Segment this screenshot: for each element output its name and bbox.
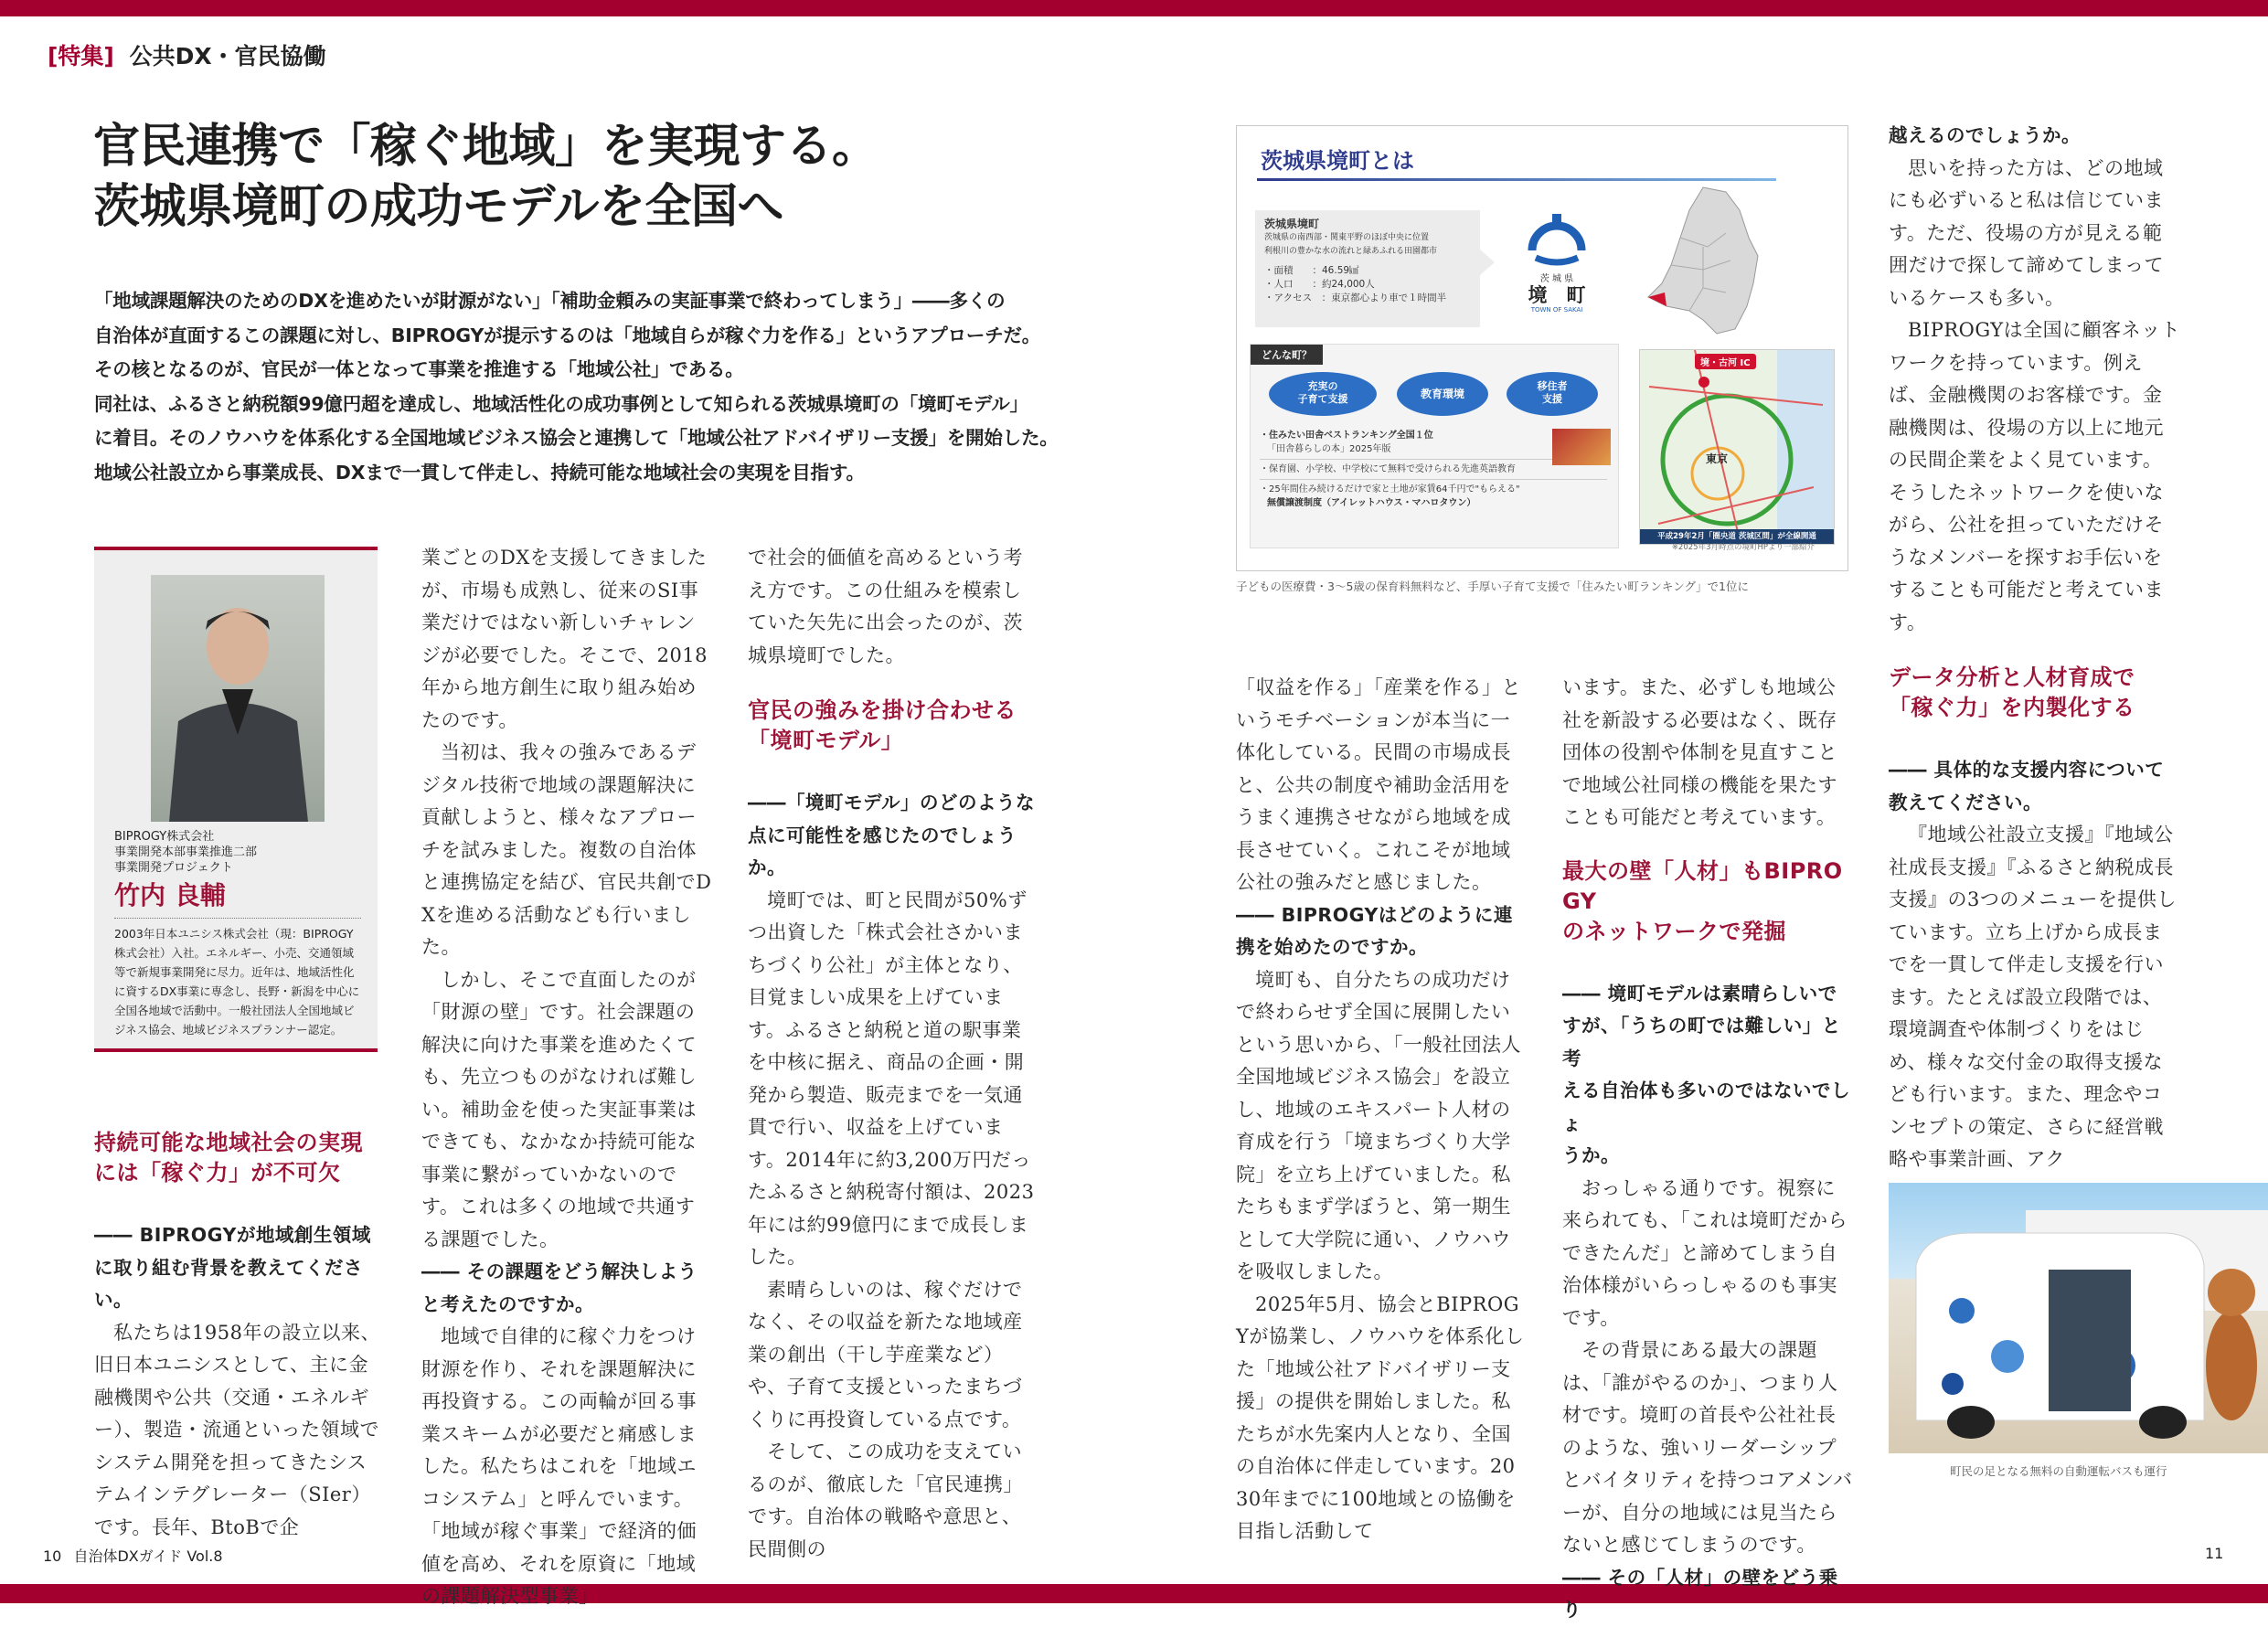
logo-english: TOWN OF SAKAI — [1530, 306, 1583, 314]
interview-question: ―― 具体的な支援内容について 教えてください。 — [1889, 759, 2165, 814]
interview-question: ―― その「人材」の壁をどう乗り — [1562, 1566, 1838, 1621]
profile-project: 事業開発プロジェクト — [114, 861, 233, 875]
body-paragraph: 地域で自律的に稼ぐ力をつけ財源を作り、それを課題解決に再投資する。この両輪が回る事業スキームが必要だと痛感しました。私たちはこれを「地域エコシステム」と呼んでいます。「地域が稼ぐ事業」で経済的価値を高め、それを原資に「地域の課題解決型事業」 — [421, 1325, 697, 1607]
body-paragraph: 2025年5月、協会とBIPROGYが協業し、ノウハウを体系化した「地域公社アドバイザリー支援」の提供を開始しました。私たちが水先案内人となり、全国の自治体に伴走しています。2030年までに100地域との協働を目指し活動して — [1236, 1292, 1525, 1542]
interview-question: ―― その課題をどう解決しよう と考えたのですか。 — [421, 1260, 697, 1315]
map-tokyo-label: 東京 — [1706, 452, 1729, 465]
town-desc: 利根川の豊かな水の流れと緑あふれる田園都市 — [1264, 247, 1438, 256]
body-paragraph: 業ごとのDXを支援してきましたが、市場も成熟し、従来のSI事業だけではない新しいチャレンジが必要でした。そこで、2018年から地方創生に取り組み始めたのです。 — [421, 547, 708, 731]
body-paragraph: 素晴らしいのは、稼ぐだけでなく、その収益を新たな地域産業の創出（干し芋産業など）や、子育て支援といったまちづくりに再投資している点です。 — [748, 1278, 1023, 1430]
sakai-emblem-icon — [1525, 214, 1589, 267]
infobox-title: 茨城県境町とは — [1261, 148, 1414, 174]
column-4 — [1236, 672, 1527, 1548]
town-area: ・面積 ：46.59㎢ — [1264, 265, 1359, 276]
facts-panel-pointer — [1480, 250, 1495, 275]
interview-question: ―― BIPROGYはどのように連 携を始めたのですか。 — [1236, 903, 1513, 958]
interview-question: 越えるのでしょうか。 — [1889, 124, 2081, 146]
body-paragraph: 思いを持った方は、どの地域にも必ずいると私は信じています。ただ、役場の方が見える範囲だけで探して諦めてしまっているケースも多い。 — [1889, 156, 2164, 309]
town-desc: 茨城県の南西部・関東平野のほぼ中央に位置 — [1264, 233, 1430, 242]
road-map-icon — [1640, 350, 1834, 544]
page-headline — [93, 117, 878, 238]
lead-line: その核となるのが、官民が一体となって事業を推進する「地域公社」である。 — [94, 358, 744, 380]
page-number-left: 10 — [43, 1547, 62, 1565]
column-2 — [421, 542, 712, 1613]
bubble-education: 教育環境 — [1397, 372, 1488, 416]
interview-question: ―― 境町モデルは素晴らしいで すが、「うちの町では難しい」と考 える自治体も多いのではないでしょ うか。 — [1562, 982, 1850, 1166]
infobox-title-rule — [1257, 178, 1776, 181]
headline-line1: 官民連携で「稼ぐ地域」を実現する。 — [93, 120, 878, 174]
column-1 — [94, 1128, 382, 1544]
town-access: ・アクセス ：東京都心より車で１時間半 — [1264, 292, 1447, 303]
ranking-book-thumbnail — [1552, 429, 1611, 465]
person-silhouette-icon — [151, 575, 325, 822]
profile-divider — [114, 918, 361, 919]
body-paragraph: その背景にある最大の課題は、「誰がやるのか」、つまり人材です。境町の首長や公社社長のような、強いリーダーシップとバイタリティを持つコアメンバーが、自分の地域には見当たらないと感じてしまうのです。 — [1562, 1339, 1853, 1556]
body-paragraph: 当初は、我々の強みであるデジタル技術で地域の課題解決に貢献しようと、様々なアプローチを試みました。複数の自治体と連携協定を結び、官民共創でDXを進める活動なども行いました。 — [421, 741, 712, 958]
town-name: 茨城県境町 — [1264, 218, 1320, 230]
lead-line: に着目。そのノウハウを体系化する全国地域ビジネス協会と連携して「地域公社アドバイザリー支援」を開始した。 — [94, 427, 1059, 449]
profile-bio: 2003年日本ユニシス株式会社（現：BIPROGY株式会社）入社。エネルギー、小売、交通領域等で新規事業開発に尽力。近年は、地域活性化に資するDX事業に専念し、長野・新潟を中心に全国各地域で活動中。一般社団法人全国地域ビジネス協会、地域ビジネスプランナー認定。 — [114, 927, 360, 1037]
profile-dept: 事業開発本部事業推進二部 — [114, 845, 258, 859]
bus-photo-caption: 町民の足となる無料の自動運転バスも運行 — [1950, 1464, 2167, 1478]
body-paragraph: 境町では、町と民間が50%ずつ出資した「株式会社さかいまちづくり公社」が主体となり、目覚ましい成果を上げています。ふるさと納税と道の駅事業を中核に据え、商品の企画・開発から製造、販売までを一気通貫で行い、収益を上げています。2014年に約3,200万円だったふるさと納税寄付額は、2023年には約99億円にまで成長しました。 — [748, 888, 1035, 1268]
body-paragraph: で社会的価値を高めるという考え方です。この仕組みを模索していた矢先に出会ったのが、茨城県境町でした。 — [748, 547, 1023, 666]
section-heading: データ分析と人材育成で 「稼ぐ力」を内製化する — [1889, 665, 2135, 720]
donna-label: どんな町？ — [1251, 345, 1323, 365]
sakai-info-box — [1236, 125, 1848, 571]
body-paragraph: しかし、そこで直面したのが「財源の壁」です。社会課題の解決に向けた事業を進めたくても、先立つものがなければ難しい。補助金を使った実証事業はできても、なかなか持続可能な事業に繋がっていかないのです。これは多くの地域で共通する課題でした。 — [421, 968, 697, 1250]
body-paragraph: 私たちは1958年の設立以来、旧日本ユニシスとして、主に金融機関や公共（交通・エネルギー）、製造・流通といった領域でシステム開発を担ってきたシステムインテグレーター（SIer）です。長年、BtoBで企 — [94, 1321, 380, 1538]
bubble-migration: 移住者 支援 — [1507, 372, 1598, 416]
road-map — [1639, 349, 1835, 545]
infobox-source: ※2025年3月時点の境町HPより一部紹介 — [1671, 543, 1815, 552]
infobox-bullets: ・住みたい田舎ベストランキング全国１位 「田舎暮らしの本」2025年版 ・保育園、小学校、中学校にて無料で受けられる先進英語教育 ・25年間住み続けるだけで家と土地が家賃64千円で"もらえる" 無償譲渡制度（アイレットハウス・マハロタウン） — [1260, 429, 1607, 510]
profile-info — [114, 829, 361, 1039]
donna-panel — [1250, 344, 1619, 548]
page-number-right: 11 — [2205, 1545, 2224, 1562]
ibaraki-map-icon — [1639, 183, 1776, 338]
body-paragraph: そして、この成功を支えているのが、徹底した「官民連携」です。自治体の戦略や意思と、民間側の — [748, 1441, 1023, 1560]
lead-line: 同社は、ふるさと納税額99億円超を達成し、地域活性化の成功事例として知られる茨城県境町の「境町モデル」 — [94, 392, 1028, 415]
ibaraki-map — [1639, 183, 1776, 338]
headline-line2: 茨城県境町の成功モデルを全国へ — [93, 180, 783, 234]
body-paragraph: 境町も、自分たちの成功だけで終わらせず全国に展開したいという思いから、「一般社団法人全国地域ビジネス協会」を設立し、地域のエキスパート人材の育成を行う「境まちづくり大学院」を立ち上げていました。私たちもまず学ぼうと、第一期生として大学院に通い、ノウハウを吸収しました。 — [1236, 968, 1521, 1282]
profile-name: 竹内 良輔 — [114, 880, 226, 910]
autonomous-bus-photo — [1889, 1183, 2268, 1453]
infobox-caption: 子どもの医療費・3～5歳の保育料無料など、手厚い子育て支援で「住みたい町ランキング」で1位に — [1236, 580, 1749, 593]
profile-company: BIPROGY株式会社 — [114, 830, 215, 844]
town-facts-panel — [1255, 210, 1480, 327]
section-heading: 官民の強みを掛け合わせる 「境町モデル」 — [748, 697, 1017, 753]
bubble-childcare: 充実の 子育て支援 — [1269, 372, 1377, 416]
logo-town: 境 町 — [1528, 284, 1586, 306]
column-5 — [1562, 672, 1853, 1627]
sakai-logo — [1507, 214, 1607, 324]
section-title: 公共DX・官民協働 — [129, 43, 326, 69]
profile-box — [94, 547, 378, 1052]
bottom-brand-band — [0, 1584, 2268, 1603]
column-3 — [748, 542, 1038, 1566]
top-brand-band — [0, 0, 2268, 16]
lead-line: 自治体が直面するこの課題に対し、BIPROGYが提示するのは「地域自らが稼ぐ力を作る」というアプローチだ。 — [94, 324, 1041, 346]
body-paragraph: おっしゃる通りです。視察に来られても、「これは境町だからできたんだ」と諦めてしまう自治体様がいらっしゃるのも事実です。 — [1562, 1176, 1847, 1329]
lead-text — [94, 284, 1059, 490]
bus-illustration-icon — [1889, 1183, 2268, 1453]
publication-name: 自治体DXガイド Vol.8 — [73, 1547, 223, 1565]
lead-line: 「地域課題解決のためのDXを進めたいが財源がない」「補助金頼みの実証事業で終わってしまう」――多くの — [94, 290, 1006, 312]
section-heading: 最大の壁「人材」もBIPROGY のネットワークで発掘 — [1562, 857, 1843, 944]
section-tag: [特集] — [48, 43, 114, 69]
map-ic-label: 境・古河 IC — [1695, 354, 1756, 369]
body-paragraph: 『地域公社設立支援』『地域公社成長支援』『ふるさと納税成長支援』の3つのメニューを提供しています。立ち上げから成長までを一貫して伴走し支援を行います。たとえば設立段階では、環境調査や体制づくりをはじめ、様々な交付金の取得支援なども行います。また、理念やコンセプトの策定、さらに経営戦略や事業計画、アク — [1889, 824, 2177, 1170]
interview-question: ――「境町モデル」のどのような 点に可能性を感じたのでしょうか。 — [748, 792, 1035, 878]
logo-prefecture: 茨 城 県 — [1539, 274, 1574, 284]
profile-photo — [151, 575, 325, 822]
interview-question: ―― BIPROGYが地域創生領域 に取り組む背景を教えてください。 — [94, 1224, 371, 1311]
section-label — [48, 38, 326, 71]
body-paragraph: 「収益を作る」「産業を作る」というモチベーションが本当に一体化している。民間の市場成長と、公共の制度や補助金活用をうまく連携させながら地域を成長させていく。これこそが地域公社の強みだと感じました。 — [1236, 676, 1521, 893]
body-paragraph: BIPROGYは全国に顧客ネットワークを持っています。例えば、金融機関のお客様です。金融機関は、役場の方以上に地元の民間企業をよく見ています。そうしたネットワークを使いながら、公社を担っていただけそうなメンバーを探すお手伝いをすることも可能だと考えています。 — [1889, 319, 2181, 633]
body-paragraph: います。また、必ずしも地域公社を新設する必要はなく、既存団体の役割や体制を見直すことで地域公社同様の機能を果たすことも可能だと考えています。 — [1562, 676, 1837, 828]
town-population: ・人口 ：約24,000人 — [1264, 279, 1375, 290]
column-6 — [1889, 120, 2181, 1176]
lead-line: 地域公社設立から事業成長、DXまで一貫して伴走し、持続可能な地域社会の実現を目指す。 — [94, 461, 865, 484]
map-caption: 平成29年2月「圏央道 茨城区間」が全線開通 — [1640, 529, 1834, 544]
section-heading: 持続可能な地域社会の実現 には「稼ぐ力」が不可欠 — [94, 1130, 363, 1186]
footer-left — [43, 1545, 223, 1566]
